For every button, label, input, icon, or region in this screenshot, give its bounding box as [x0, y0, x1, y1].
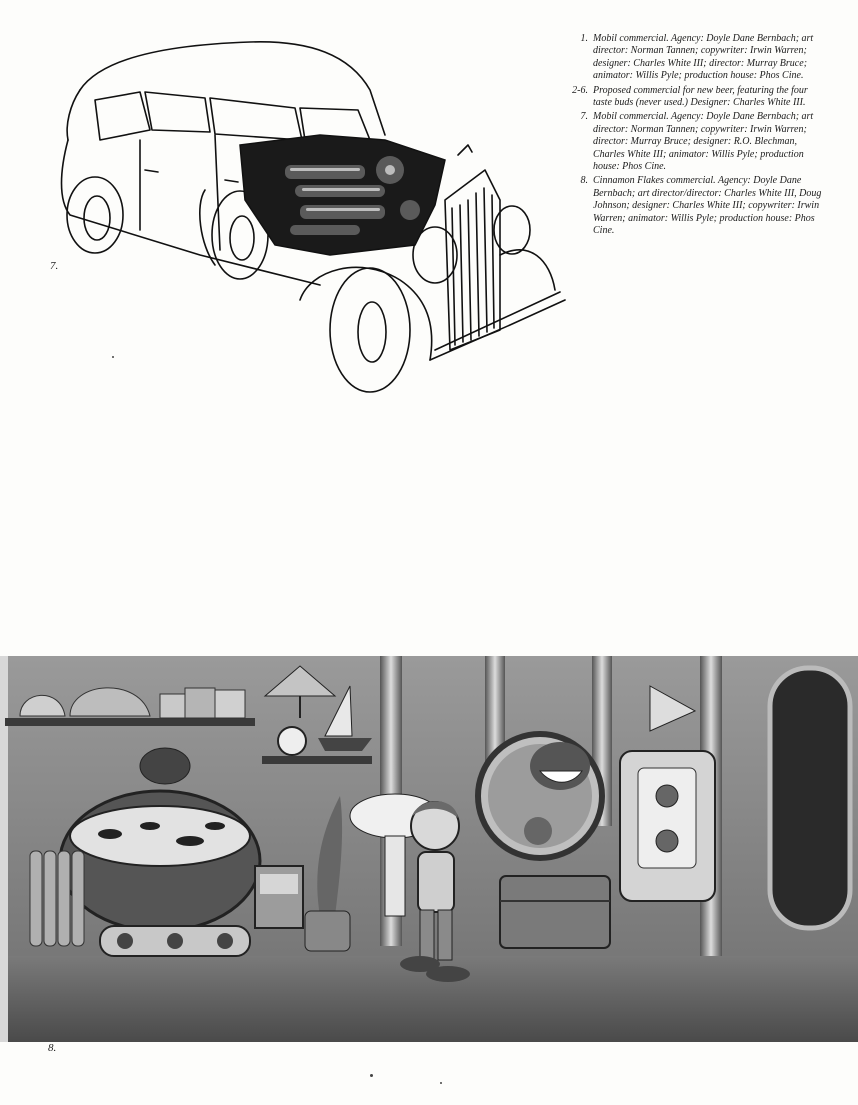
- caption-text: Proposed commercial for new beer, featuring the four taste buds (never used.) Designer: Charles White III.: [593, 84, 808, 109]
- print-speck: [440, 1082, 442, 1084]
- figure-7-car-illustration: [40, 30, 570, 415]
- caption-item: [560, 85, 822, 110]
- figure-7-label: 7.: [50, 260, 59, 272]
- figure-8-label: 8.: [48, 1042, 57, 1054]
- caption-text: Mobil commercial. Agency: Doyle Dane Bernbach; art director: Norman Tannen; copywriter: Irwin Warren; director: Murray Bruce; designer: R.O. Blechman, Charles White III; animator: Willis Pyle; production house: Phos Cine.: [593, 111, 814, 173]
- caption-item: [560, 111, 822, 173]
- print-speck: [370, 1074, 373, 1077]
- caption-text: Cinnamon Flakes commercial. Agency: Doyle Dane Bernbach; art director/director: Charles White III, Doug Johnson; designer: Charles White III; copywriter: Irwin Warren; animator: Willis Pyle; production house: Phos Cine.: [593, 175, 822, 237]
- caption-number: 1.: [580, 33, 588, 44]
- figure-8-scene-illustration: [0, 656, 858, 1042]
- caption-number: 7.: [580, 111, 588, 123]
- caption-number: 2-6.: [572, 84, 588, 96]
- caption-item: [560, 175, 822, 237]
- print-speck: [112, 356, 114, 358]
- caption-text: Mobil commercial. Agency: Doyle Dane Bernbach; art director: Norman Tannen; copywriter: Irwin Warren; designer: Charles White III; director: Murray Bruce; animator: Willis Pyle; production house: Phos Cine.: [593, 33, 814, 82]
- caption-item: [560, 33, 822, 83]
- caption-number: 8.: [580, 175, 588, 187]
- captions-list: [560, 33, 822, 240]
